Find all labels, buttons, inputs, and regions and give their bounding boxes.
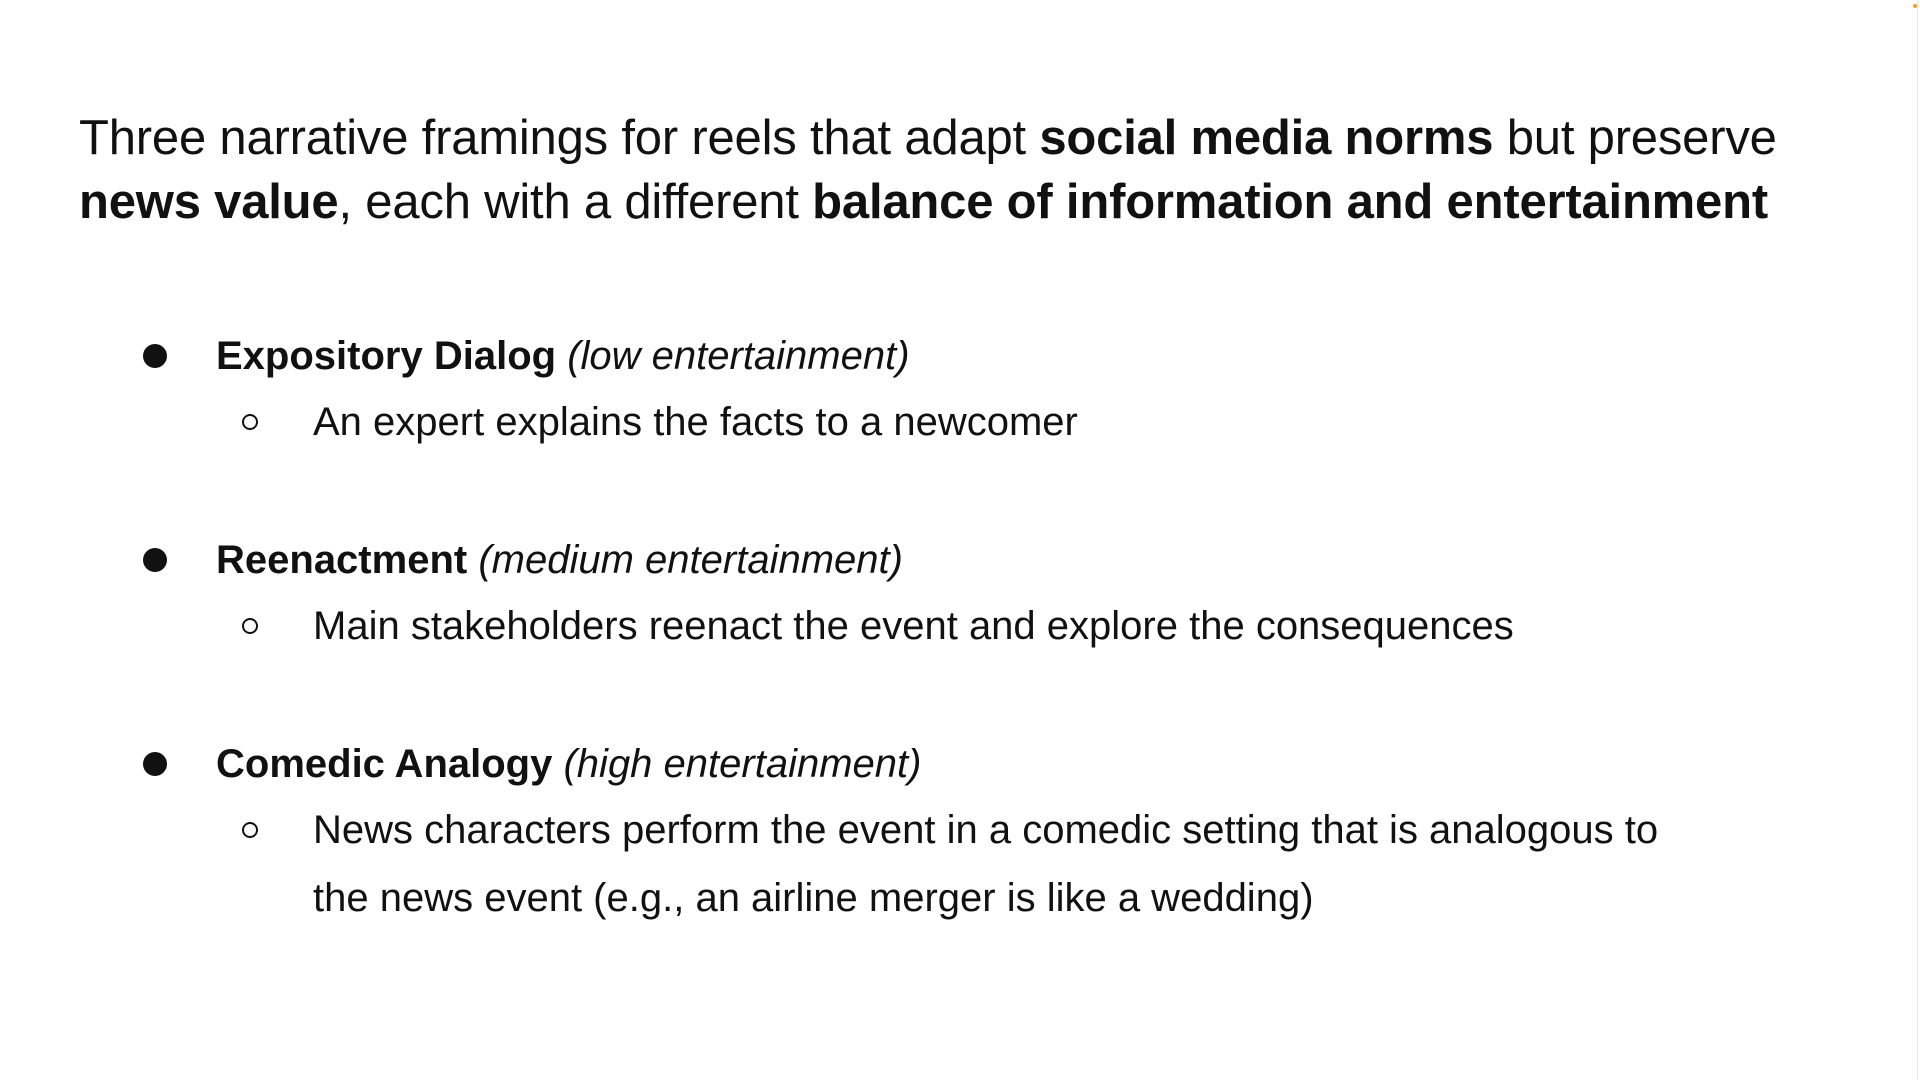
corner-indicator-dot — [1913, 4, 1917, 8]
list-item-title-line — [216, 534, 903, 586]
sub-bullet-icon — [242, 414, 258, 430]
headline-bold-balance: balance of information and entertainment — [812, 175, 1768, 229]
list-item-heading — [0, 526, 1800, 594]
bullet-icon — [143, 548, 167, 572]
slide-headline — [79, 106, 1799, 234]
list-item-level: (low entertainment) — [567, 334, 910, 378]
list-item-title: Expository Dialog — [216, 334, 557, 378]
headline-text-3: , each with a different — [338, 175, 813, 229]
list-item-description: News characters perform the event in a comedic setting that is analogous to the news event (e.g., an airline merger is like a wedding) — [313, 808, 1659, 920]
list-item-level: (high entertainment) — [563, 742, 922, 786]
headline-bold-social-media-norms: social media norms — [1039, 111, 1494, 165]
sub-bullet-icon — [242, 822, 258, 838]
list-item-title-line — [216, 738, 921, 790]
headline-bold-news-value: news value — [79, 175, 339, 229]
list-item-description: Main stakeholders reenact the event and explore the consequences — [313, 604, 1514, 648]
headline-text-1: Three narrative framings for reels that adapt — [79, 111, 1040, 165]
list-item-description: An expert explains the facts to a newcomer — [313, 400, 1078, 444]
sub-bullet-icon — [242, 618, 258, 634]
bullet-icon — [143, 752, 167, 776]
list-item-title: Comedic Analogy — [216, 742, 553, 786]
bullet-icon — [143, 344, 167, 368]
list-item-title-line — [216, 330, 910, 382]
list-item-heading — [0, 730, 1800, 798]
list-item-heading — [0, 322, 1800, 390]
list-item-title: Reenactment — [216, 538, 468, 582]
headline-text-2: but preserve — [1493, 111, 1777, 165]
slide-edge-divider — [1917, 0, 1918, 1080]
list-item-level: (medium entertainment) — [478, 538, 903, 582]
